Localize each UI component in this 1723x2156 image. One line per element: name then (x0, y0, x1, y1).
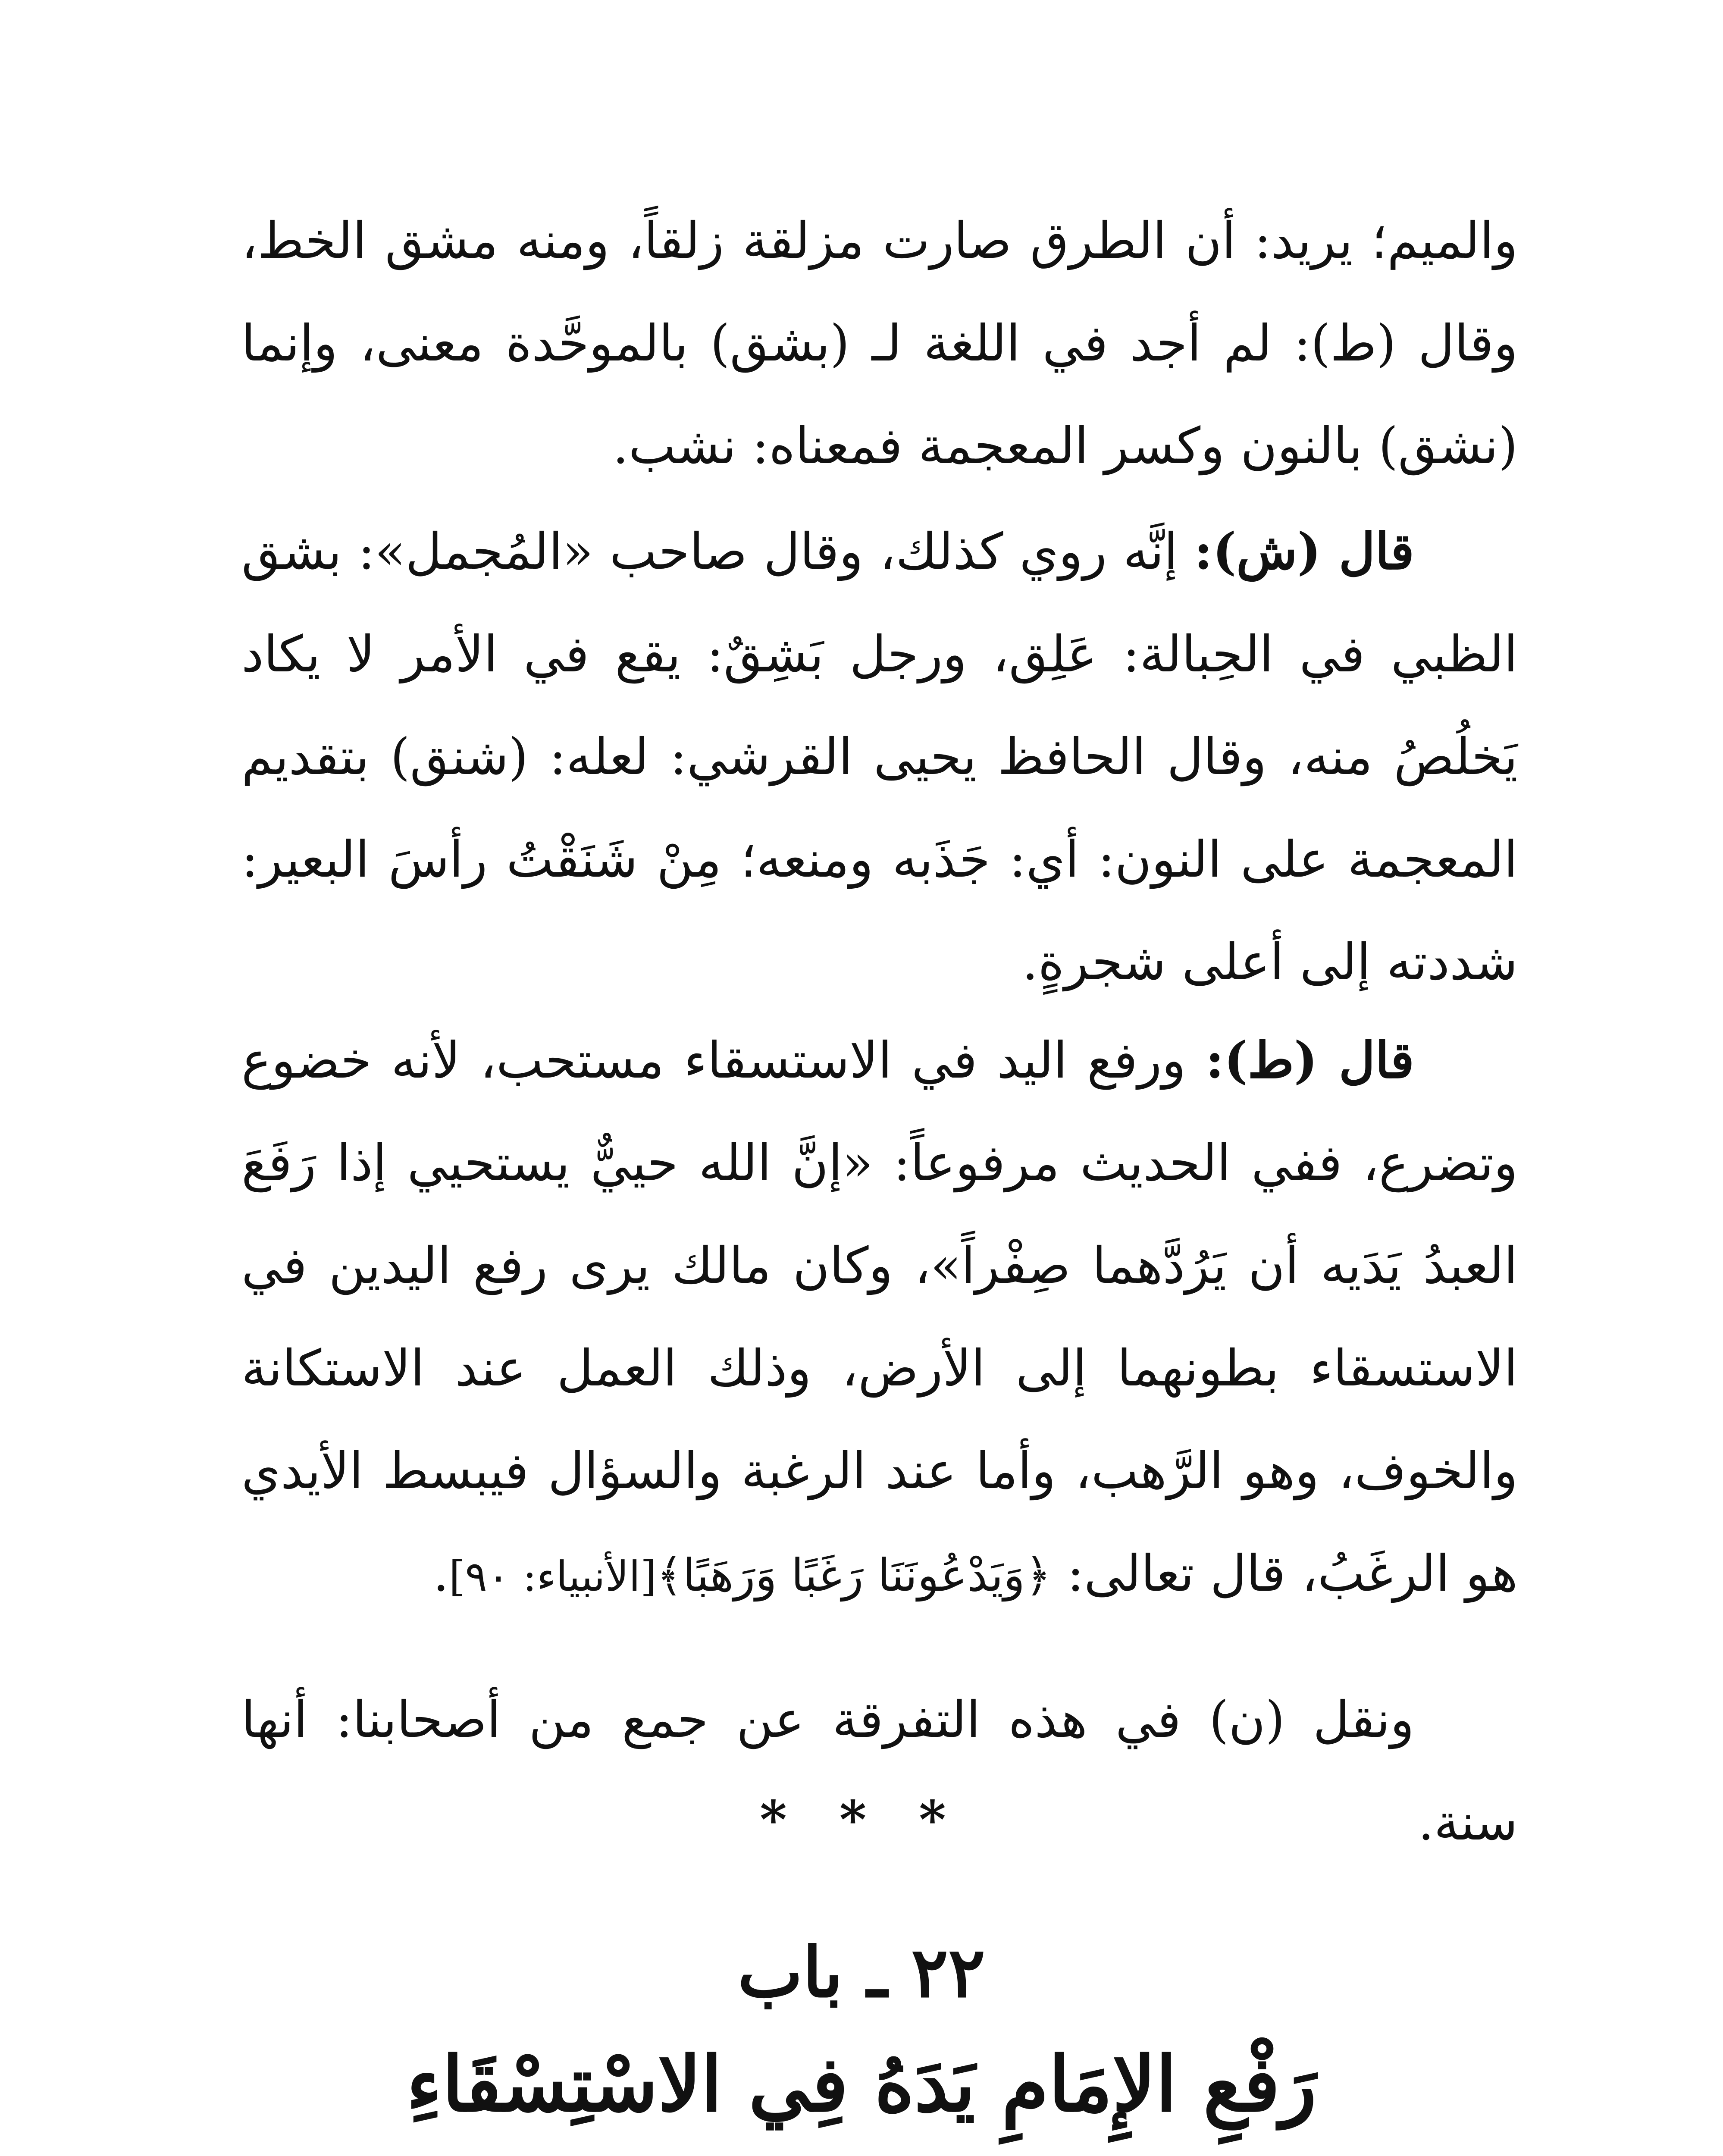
paragraph-body (241, 500, 1518, 1014)
chapter-title: رَفْعِ الإِمَامِ يَدَهُ فِي الاسْتِسْقَاءِ (406, 2040, 1317, 2129)
paragraph-text: ونقل (ن) في هذه التفرقة عن جمع من أصحابنا: أنها سنة. (241, 1691, 1518, 1852)
paragraph-text: ورفع اليد في الاستسقاء مستحب، لأنه خضوع وتضرع، ففي الحديث مرفوعاً: «إنَّ الله حييٌّ يستحيي إذا رَفَعَ العبدُ يَدَيه أن يَرُدَّهما صِفْراً»، وكان مالك يرى رفع اليدين في الاستسقاء بطونهما إلى الأرض، وذلك العمل عند الاستكانة والخوف، وهو الرَّهب، وأما عند الرغبة والسؤال فيبسط الأيدي هو الرغَبُ، قال تعالى: (241, 1031, 1518, 1603)
verse-reference: [الأنبياء: ٩٠] (449, 1552, 657, 1601)
chapter-number: ٢٢ ـ باب (737, 1932, 986, 2013)
commentary-paragraph-3 (241, 1009, 1518, 1628)
paragraph-text: إنَّه روي كذلك، وقال صاحب «المُجمل»: بشق الظبي في الحِبالة: عَلِق، ورجل بَشِقٌ: يقع في الأمر لا يكاد يَخلُصُ منه، وقال الحافظ يحيى القرشي: لعله: (شنق) بتقديم المعجمة على النون: أي: جَذَبه ومنعه؛ مِنْ شَنَقْتُ رأسَ البعير: شددته إلى أعلى شجرةٍ. (241, 523, 1518, 991)
commentary-paragraph-1 (241, 190, 1518, 498)
commentary-paragraph-2 (241, 500, 1518, 1014)
quran-verse: ﴿وَيَدْعُونَنَا رَغَبًا وَرَهَبًا﴾ (656, 1549, 1052, 1601)
section-separator: * * * (760, 1789, 963, 1850)
paragraph-lead: قال (ط): (1205, 1031, 1414, 1090)
paragraph-body (241, 1009, 1518, 1628)
paragraph-end: . (433, 1545, 449, 1603)
paragraph-lead: قال (ش): (1194, 522, 1414, 581)
paragraph-text: والميم؛ يريد: أن الطرق صارت مزلقة زلقاً، ومنه مشق الخط، وقال (ط): لم أجد في اللغة لـ (بشق) بالموحَّدة معنى، وإنما (نشق) بالنون وكسر المعجمة فمعناه: نشب. (241, 212, 1518, 475)
